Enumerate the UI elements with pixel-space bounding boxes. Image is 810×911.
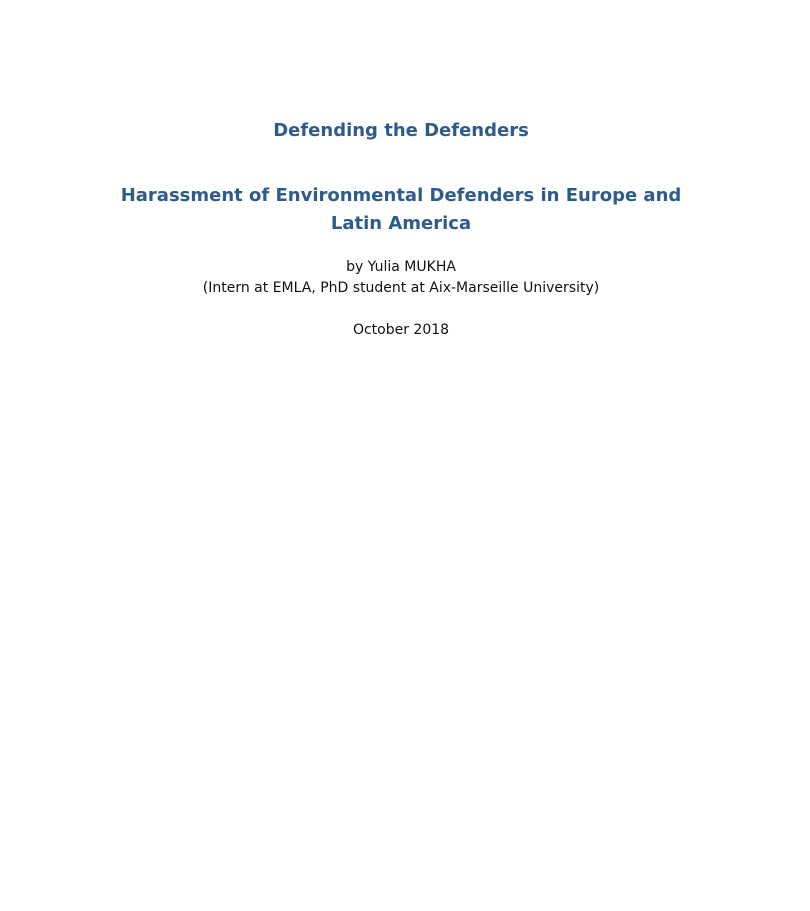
document-subtitle: Harassment of Environmental Defenders in Europe and Latin America [120, 185, 682, 234]
author-line: by Yulia MUKHA [346, 259, 456, 275]
author-affiliation: (Intern at EMLA, PhD student at Aix-Marseille University) [202, 280, 600, 296]
document-title: Defending the Defenders [273, 120, 529, 141]
publication-date: October 2018 [352, 322, 450, 338]
